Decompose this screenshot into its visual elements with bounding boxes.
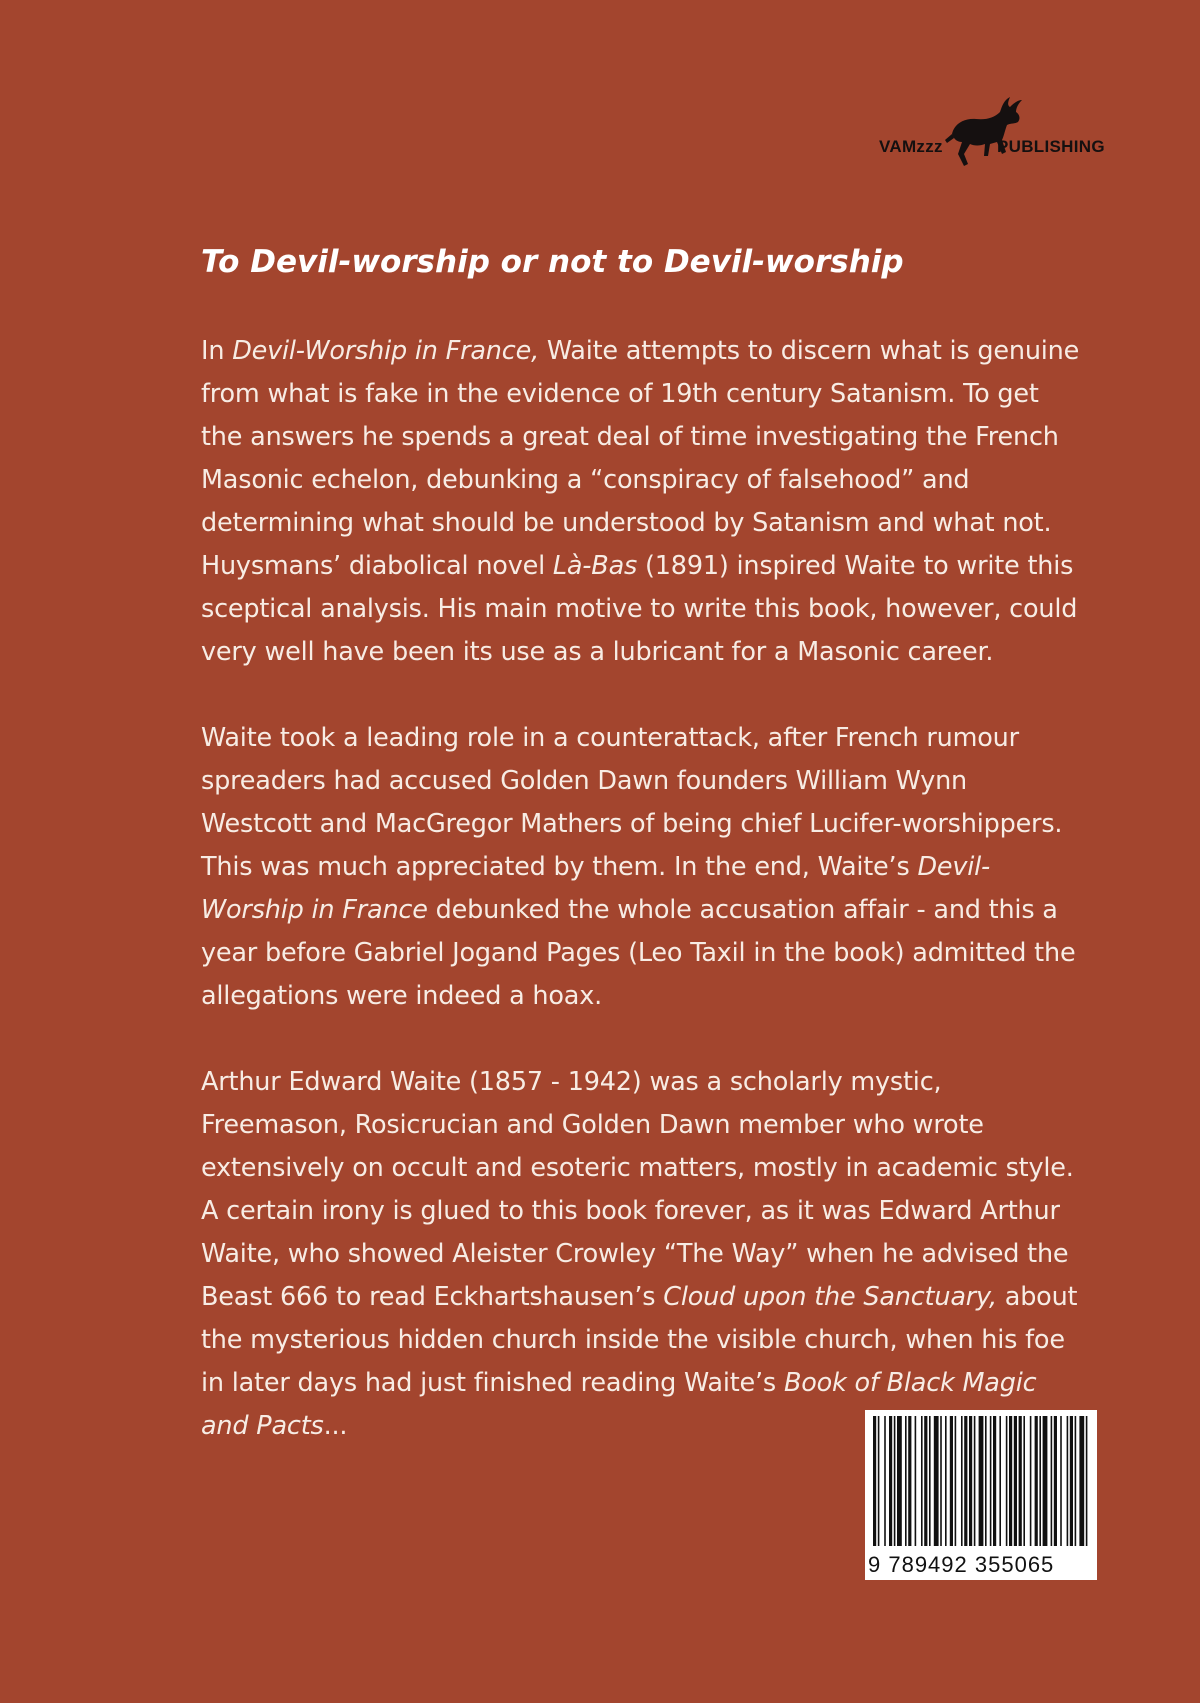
barcode-bar: [889, 1416, 892, 1546]
p2-text-2: debunked the whole accusation affair - and this a year before Gabriel Jogand Pages (Leo Taxil in the book) admitted the allegations were indeed a hoax.: [201, 895, 1076, 1011]
barcode-bar: [1086, 1416, 1088, 1546]
p1-text-3: (1891) inspired Waite to write this sceptical analysis. His main motive to write this book, however, could very well have been its use as a lubricant for a Masonic career.: [201, 551, 1078, 667]
barcode-bars: [871, 1416, 1091, 1546]
barcode-bar: [1019, 1416, 1022, 1546]
barcode-bar: [950, 1416, 953, 1546]
p3-book-title-1: Cloud upon the Sanctuary,: [663, 1282, 997, 1312]
barcode-bar: [1060, 1416, 1062, 1546]
barcode-bar: [1030, 1416, 1032, 1546]
barcode-bar: [1006, 1416, 1008, 1546]
barcode-bar: [1051, 1416, 1053, 1546]
barcode-bar: [1009, 1416, 1012, 1546]
barcode-bar: [979, 1416, 984, 1546]
barcode-bar: [878, 1416, 880, 1546]
isbn-barcode: [865, 1410, 1097, 1580]
blurb-heading: To Devil-worship or not to Devil-worship: [201, 244, 904, 280]
p1-novel-title: Là-Bas: [552, 551, 638, 581]
barcode-bar: [940, 1416, 942, 1546]
p3-text-3: ...: [323, 1411, 348, 1441]
barcode-bar: [1079, 1416, 1084, 1546]
barcode-bar: [990, 1416, 992, 1546]
barcode-bar: [1014, 1416, 1017, 1546]
barcode-bar: [1075, 1416, 1077, 1546]
publisher-name-left: VAMzzz: [879, 137, 943, 156]
barcode-digits: 9 789492 355065: [868, 1552, 1055, 1577]
barcode-bar: [1043, 1416, 1048, 1546]
barcode-bar: [945, 1416, 947, 1546]
barcode-bar: [934, 1416, 939, 1546]
p2-book-title: Devil-Worship in France: [201, 852, 991, 925]
p3-text-2: about the mysterious hidden church inside the visible church, when his foe in later days had just finished reading Waite’s: [201, 1282, 1078, 1398]
p3-text-1: Arthur Edward Waite (1857 - 1942) was a scholarly mystic, Freemason, Rosicrucian and Golden Dawn member who wrote extensively on occult and esoteric matters, mostly in academic style. A certain irony is glued to this book forever, as it was Edward Arthur Waite, who showed Aleister Crowley “The Way” when he advised the Beast 666 to read Eckhartshausen’s: [201, 1067, 1074, 1312]
barcode-bar: [915, 1416, 917, 1546]
barcode-bar: [955, 1416, 957, 1546]
publisher-logo: [876, 94, 1105, 174]
barcode-bar: [993, 1416, 996, 1546]
barcode-bar: [974, 1416, 976, 1546]
barcode-bar: [873, 1416, 876, 1546]
publisher-name-right: PUBLISHING: [997, 137, 1105, 156]
back-cover-text: [201, 242, 1081, 1491]
barcode-bar: [905, 1416, 907, 1546]
barcode-bar: [884, 1416, 886, 1546]
barcode-bar: [1023, 1416, 1025, 1546]
barcode-bar: [964, 1416, 967, 1546]
barcode-bar: [897, 1416, 902, 1546]
barcode-bar: [1054, 1416, 1057, 1546]
barcode-bar: [1067, 1416, 1069, 1546]
p1-text-1: In: [201, 336, 233, 366]
barcode-bar: [894, 1416, 896, 1546]
p2-text-1: Waite took a leading role in a counterattack, after French rumour spreaders had accused Golden Dawn founders William Wynn Westcott and MacGregor Mathers of being chief Lucifer-worshippers. This was much appreciated by them. In the end, Waite’s: [201, 723, 1063, 882]
paragraph-3: [201, 1061, 1081, 1448]
barcode-bar: [985, 1416, 987, 1546]
p1-text-2: Waite attempts to discern what is genuine from what is fake in the evidence of 19th century Satanism. To get the answers he spends a great deal of time investigating the French Masonic echelon, debunking a “conspiracy of falsehood” and determining what should be understood by Satanism and what not. Huysmans’ diabolical novel: [201, 336, 1080, 581]
barcode-bar: [961, 1416, 963, 1546]
barcode-bar: [924, 1416, 927, 1546]
barcode-bar: [1070, 1416, 1073, 1546]
barcode-bar: [1039, 1416, 1041, 1546]
barcode-bar: [999, 1416, 1001, 1546]
barcode-bar: [921, 1416, 923, 1546]
barcode-bar: [969, 1416, 972, 1546]
barcode-bar: [1035, 1416, 1038, 1546]
barcode-bar: [908, 1416, 911, 1546]
paragraph-1: [201, 330, 1081, 674]
paragraph-2: [201, 717, 1081, 1018]
barcode-bar: [929, 1416, 931, 1546]
p3-book-title-2: Book of Black Magic and Pacts: [201, 1368, 1037, 1441]
p1-book-title: Devil-Worship in France,: [232, 336, 539, 366]
